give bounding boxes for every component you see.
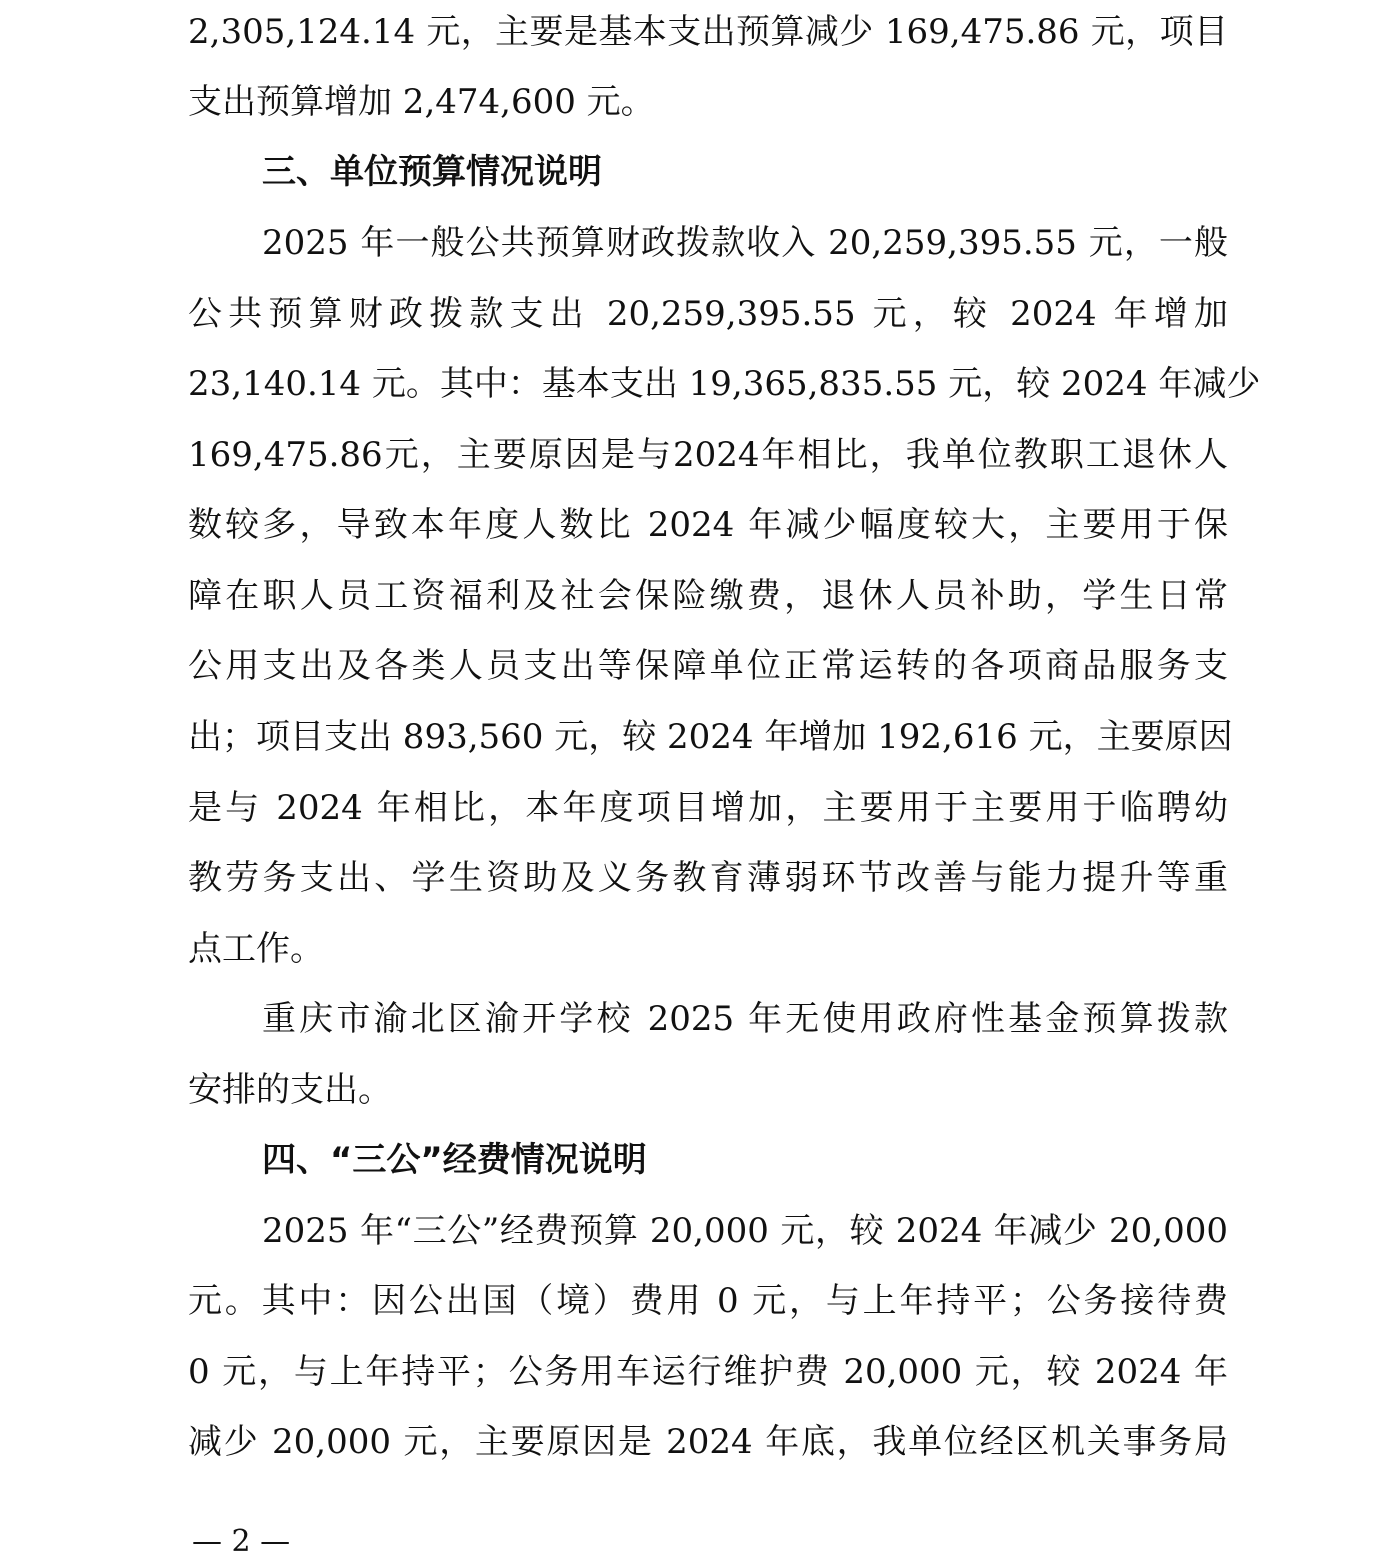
body-line: 点工作。 [188, 929, 324, 969]
body-line: 169,475.86元，主要原因是与2024年相比，我单位教职工退休人 [188, 435, 1228, 475]
body-line: 是与 2024 年相比，本年度项目增加，主要用于主要用于临聘幼 [188, 788, 1228, 828]
body-line: 减少 20,000 元，主要原因是 2024 年底，我单位经区机关事务局 [188, 1422, 1228, 1462]
body-line: 教劳务支出、学生资助及义务教育薄弱环节改善与能力提升等重 [188, 858, 1228, 898]
body-line: 23,140.14 元。其中：基本支出 19,365,835.55 元，较 2024 年减少 [188, 364, 1261, 404]
body-line: 支出预算增加 2,474,600 元。 [188, 82, 655, 122]
body-line: 2025 年一般公共预算财政拨款收入 20,259,395.55 元，一般 [262, 223, 1228, 263]
body-line: 2,305,124.14 元，主要是基本支出预算减少 169,475.86 元，项目 [188, 12, 1228, 52]
section-heading-3: 三、单位预算情况说明 [262, 152, 602, 192]
body-line: 元。其中：因公出国（境）费用 0 元，与上年持平；公务接待费 [188, 1281, 1228, 1321]
body-line: 0 元，与上年持平；公务用车运行维护费 20,000 元，较 2024 年 [188, 1352, 1228, 1392]
page-number: — 2 — [192, 1524, 291, 1559]
section-heading-4: 四、“三公”经费情况说明 [262, 1140, 647, 1180]
body-line: 重庆市渝北区渝开学校 2025 年无使用政府性基金预算拨款 [262, 999, 1228, 1039]
body-line: 公用支出及各类人员支出等保障单位正常运转的各项商品服务支 [188, 646, 1228, 686]
body-line: 出；项目支出 893,560 元，较 2024 年增加 192,616 元，主要原因 [188, 717, 1233, 757]
body-line: 公共预算财政拨款支出 20,259,395.55 元，较 2024 年增加 [188, 294, 1228, 334]
body-line: 数较多，导致本年度人数比 2024 年减少幅度较大，主要用于保 [188, 505, 1228, 545]
body-line: 安排的支出。 [188, 1070, 392, 1110]
body-line: 障在职人员工资福利及社会保险缴费，退休人员补助，学生日常 [188, 576, 1228, 616]
body-line: 2025 年“三公”经费预算 20,000 元，较 2024 年减少 20,000 [262, 1211, 1228, 1251]
